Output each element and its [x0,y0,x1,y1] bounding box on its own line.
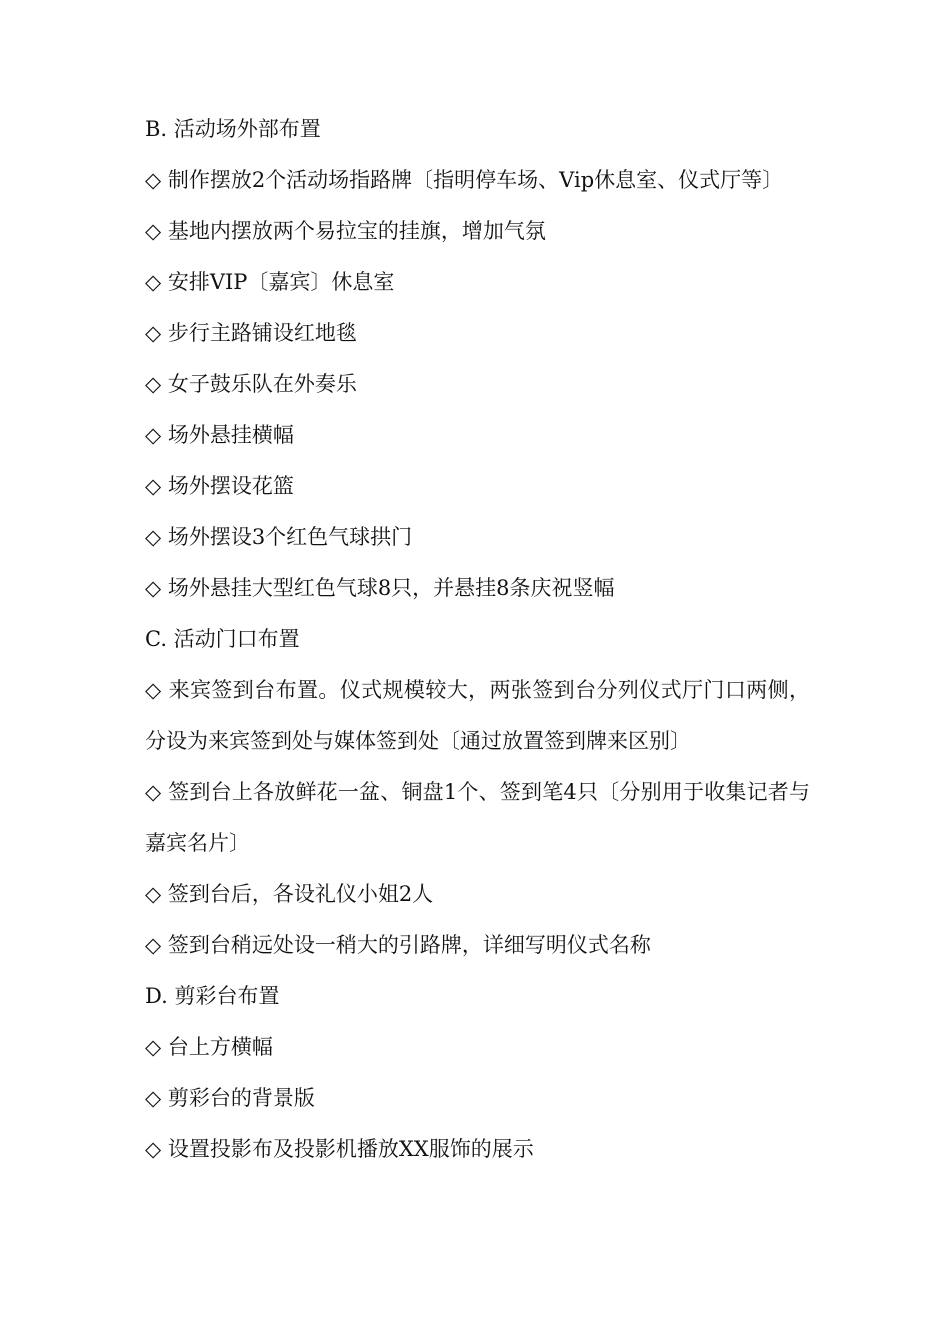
document-page [145,104,810,1175]
list-item: ◇ 剪彩台的背景版 [145,1086,315,1110]
section-heading-c: C. 活动门口布置 [145,627,300,651]
list-item: ◇ 制作摆放2个活动场指路牌〔指明停车场、Vip休息室、仪式厅等〕 [145,168,784,192]
list-item: ◇ 设置投影布及投影机播放XX服饰的展示 [145,1137,534,1161]
list-item: ◇ 签到台后，各设礼仪小姐2人 [145,882,434,906]
list-item: ◇ 步行主路铺设红地毯 [145,321,357,345]
list-item: ◇ 场外悬挂横幅 [145,423,294,447]
list-item: ◇ 女子鼓乐队在外奏乐 [145,372,357,396]
list-item: ◇ 场外摆设花篮 [145,474,294,498]
section-heading-b: B. 活动场外部布置 [145,117,321,141]
list-item: ◇ 台上方横幅 [145,1035,273,1059]
list-item: ◇ 来宾签到台布置。仪式规模较大，两张签到台分列仪式厅门口两侧，分设为来宾签到处与媒体签到处〔通过放置签到牌来区别〕 [145,678,810,753]
list-item: ◇ 签到台上各放鲜花一盆、铜盘1个、签到笔4只〔分别用于收集记者与嘉宾名片〕 [145,780,810,855]
list-item: ◇ 签到台稍远处设一稍大的引路牌，详细写明仪式名称 [145,933,651,957]
list-item: ◇ 安排VIP〔嘉宾〕休息室 [145,270,395,294]
section-heading-d: D. 剪彩台布置 [145,984,280,1008]
list-item: ◇ 基地内摆放两个易拉宝的挂旗，增加气氛 [145,219,546,243]
list-item: ◇ 场外悬挂大型红色气球8只，并悬挂8条庆祝竖幅 [145,576,615,600]
list-item: ◇ 场外摆设3个红色气球拱门 [145,525,413,549]
